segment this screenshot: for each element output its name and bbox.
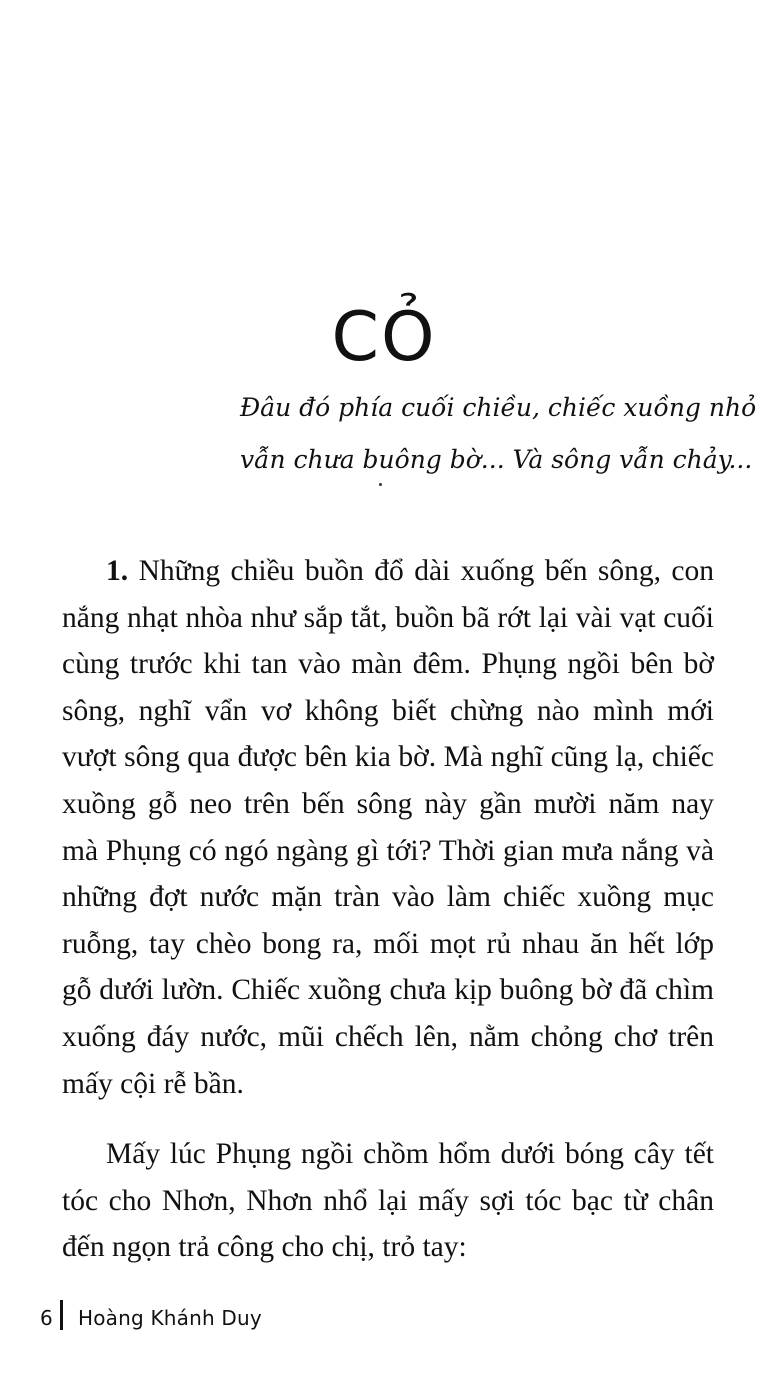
paragraph-line: đến ngọn trả công cho chị, trỏ tay: bbox=[62, 1231, 467, 1264]
paragraph-line: xuồng gỗ neo trên bến sông này gần mười năm nay bbox=[62, 787, 714, 820]
footer-divider bbox=[60, 1300, 63, 1330]
epigraph-line-1: Đâu đó phía cuối chiều, chiếc xuồng nhỏ bbox=[240, 393, 757, 422]
ornament-dot bbox=[379, 483, 382, 486]
paragraph-line: xuống đáy nước, mũi chếch lên, nằm chỏng chơ trên bbox=[62, 1020, 714, 1053]
paragraph-line: ruỗng, tay chèo bong ra, mối mọt rủ nhau ăn hết lớp bbox=[62, 927, 714, 960]
paragraph-line: sông, nghĩ vẩn vơ không biết chừng nào mình mới bbox=[62, 694, 714, 727]
paragraph-line: cùng trước khi tan vào màn đêm. Phụng ngồi bên bờ bbox=[62, 648, 714, 681]
paragraph-line: gỗ dưới lườn. Chiếc xuồng chưa kịp buông bờ đã chìm bbox=[62, 974, 714, 1007]
paragraph-line: nắng nhạt nhòa như sắp tắt, buồn bã rớt lại vài vạt cuối bbox=[62, 601, 714, 634]
paragraph-line: Mấy lúc Phụng ngồi chồm hổm dưới bóng cây tết bbox=[106, 1138, 714, 1171]
paragraph-line: mà Phụng có ngó ngàng gì tới? Thời gian mưa nắng và bbox=[62, 834, 714, 867]
body-text bbox=[62, 548, 714, 1271]
chapter-title: CỎ bbox=[331, 298, 437, 377]
section-number: 1. bbox=[106, 555, 129, 587]
paragraph-line: những đợt nước mặn tràn vào làm chiếc xuồng mục bbox=[62, 881, 714, 914]
paragraph-1 bbox=[62, 548, 714, 1107]
paragraph-line: mấy cội rễ bần. bbox=[62, 1067, 244, 1100]
epigraph bbox=[240, 382, 757, 486]
paragraph-line: tóc cho Nhơn, Nhơn nhổ lại mấy sợi tóc bạc từ chân bbox=[62, 1184, 714, 1217]
paragraph-line: vượt sông qua được bên kia bờ. Mà nghĩ cũng lạ, chiếc bbox=[62, 741, 714, 774]
epigraph-line-2: vẫn chưa buông bờ... Và sông vẫn chảy... bbox=[240, 445, 753, 474]
paragraph-line: 1. Những chiều buồn đổ dài xuống bến sông, con bbox=[106, 555, 715, 587]
author-name: Hoàng Khánh Duy bbox=[78, 1306, 262, 1330]
page-number: 6 bbox=[40, 1306, 53, 1330]
paragraph-2 bbox=[62, 1131, 714, 1271]
